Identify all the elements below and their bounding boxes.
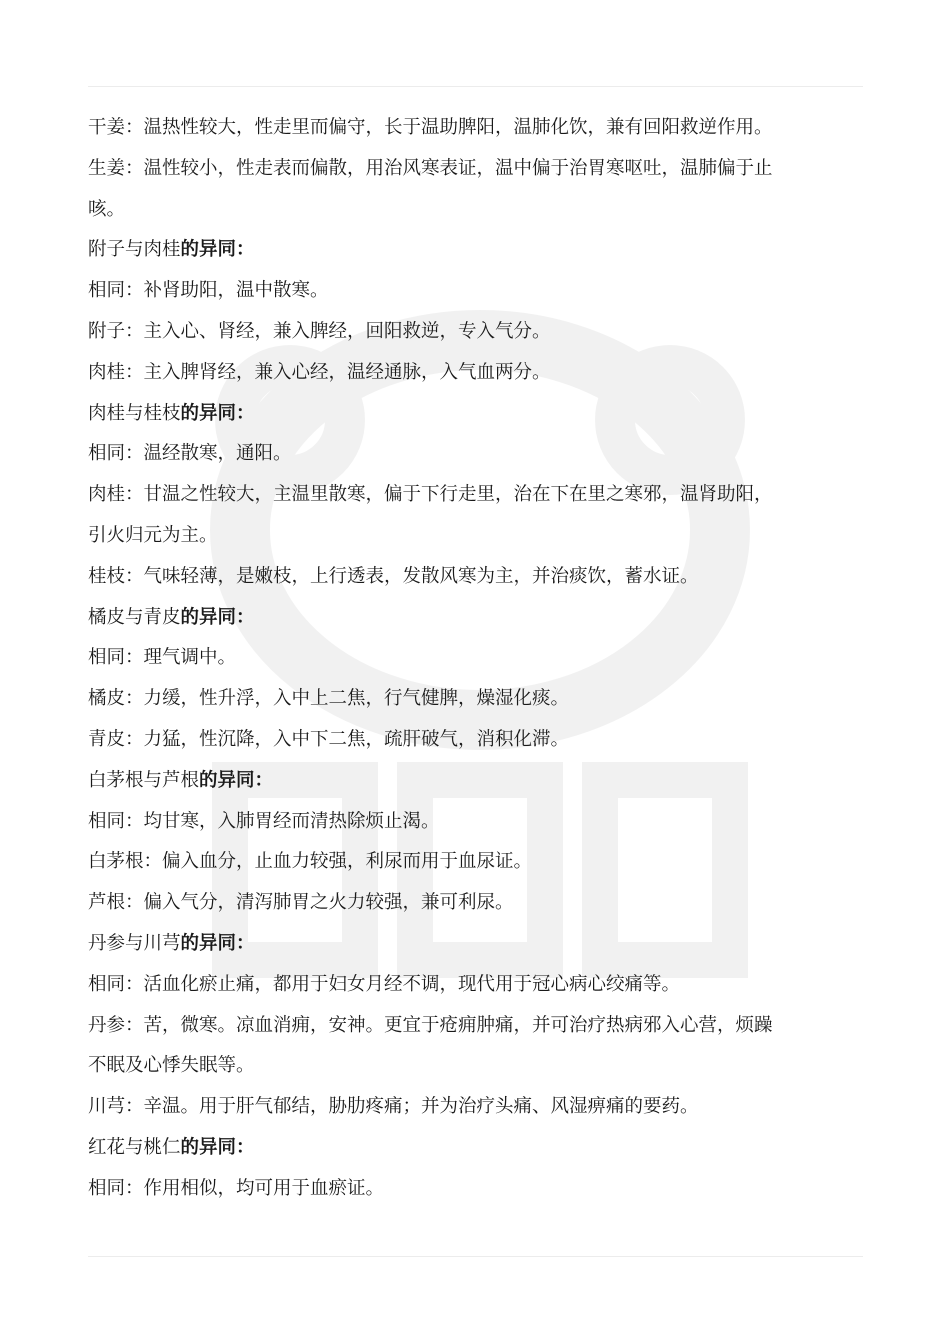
heading-label: 的异同： (180, 932, 255, 954)
heading-label: 的异同： (180, 239, 255, 261)
heading-herb-pair: 红花与桃仁 (88, 1136, 181, 1158)
heading-herb-pair: 附子与肉桂 (88, 239, 181, 261)
heading-herb-pair: 丹参与川芎 (88, 932, 181, 954)
paragraph-line: 桂枝：气味轻薄，是嫩枝，上行透表，发散风寒为主，并治痰饮，蓄水证。 (88, 565, 699, 587)
section-heading (88, 924, 868, 965)
paragraph-line: 引火归元为主。 (88, 524, 218, 546)
paragraph-line: 丹参：苦，微寒。凉血消痈，安神。更宜于疮痈肿痛，并可治疗热病邪入心营，烦躁 (88, 1014, 773, 1036)
heading-label: 的异同： (180, 606, 255, 628)
heading-herb-pair: 肉桂与桂枝 (88, 402, 181, 424)
paragraph-line: 相同：理气调中。 (88, 647, 237, 669)
paragraph-line: 川芎：辛温。用于肝气郁结，胁肋疼痛；并为治疗头痛、风湿痹痛的要药。 (88, 1096, 699, 1118)
paragraph-line: 相同：补肾助阳，温中散寒。 (88, 280, 329, 302)
paragraph-line: 咳。 (88, 198, 126, 220)
paragraph-line: 相同：作用相似，均可用于血瘀证。 (88, 1177, 385, 1199)
paragraph-line: 相同：均甘寒，入肺胃经而清热除烦止渴。 (88, 810, 440, 832)
section-heading (88, 394, 868, 435)
paragraph-line: 生姜：温性较小，性走表而偏散，用治风寒表证，温中偏于治胃寒呕吐，温肺偏于止 (88, 157, 773, 179)
paragraph-line: 干姜：温热性较大，性走里而偏守，长于温助脾阳，温肺化饮，兼有回阳救逆作用。 (88, 117, 773, 138)
paragraph-line: 相同：温经散寒，通阳。 (88, 443, 292, 465)
section-heading (88, 761, 868, 802)
document-body (88, 108, 868, 1210)
heading-herb-pair: 白茅根与芦根 (88, 769, 200, 791)
paragraph-line: 肉桂：甘温之性较大，主温里散寒，偏于下行走里，治在下在里之寒邪，温肾助阳， (88, 484, 773, 506)
paragraph-line: 附子：主入心、肾经，兼入脾经，回阳救逆，专入气分。 (88, 320, 551, 342)
section-heading (88, 230, 868, 271)
paragraph-line: 橘皮：力缓，性升浮，入中上二焦，行气健脾，燥湿化痰。 (88, 688, 570, 710)
heading-label: 的异同： (199, 769, 274, 791)
paragraph-line: 相同：活血化瘀止痛，都用于妇女月经不调，现代用于冠心病心绞痛等。 (88, 973, 681, 995)
section-heading (88, 598, 868, 639)
section-heading (88, 1128, 868, 1169)
paragraph-line: 白茅根：偏入血分，止血力较强，利尿而用于血尿证。 (88, 851, 533, 873)
heading-label: 的异同： (180, 1136, 255, 1158)
footer-rule (88, 1256, 863, 1257)
heading-herb-pair: 橘皮与青皮 (88, 606, 181, 628)
paragraph-line: 青皮：力猛，性沉降，入中下二焦，疏肝破气，消积化滞。 (88, 728, 570, 750)
heading-label: 的异同： (180, 402, 255, 424)
paragraph-line: 不眠及心悸失眠等。 (88, 1055, 255, 1077)
paragraph-line: 芦根：偏入气分，清泻肺胃之火力较强，兼可利尿。 (88, 892, 514, 914)
paragraph-line: 肉桂：主入脾肾经，兼入心经，温经通脉，入气血两分。 (88, 361, 551, 383)
header-rule (88, 86, 863, 87)
